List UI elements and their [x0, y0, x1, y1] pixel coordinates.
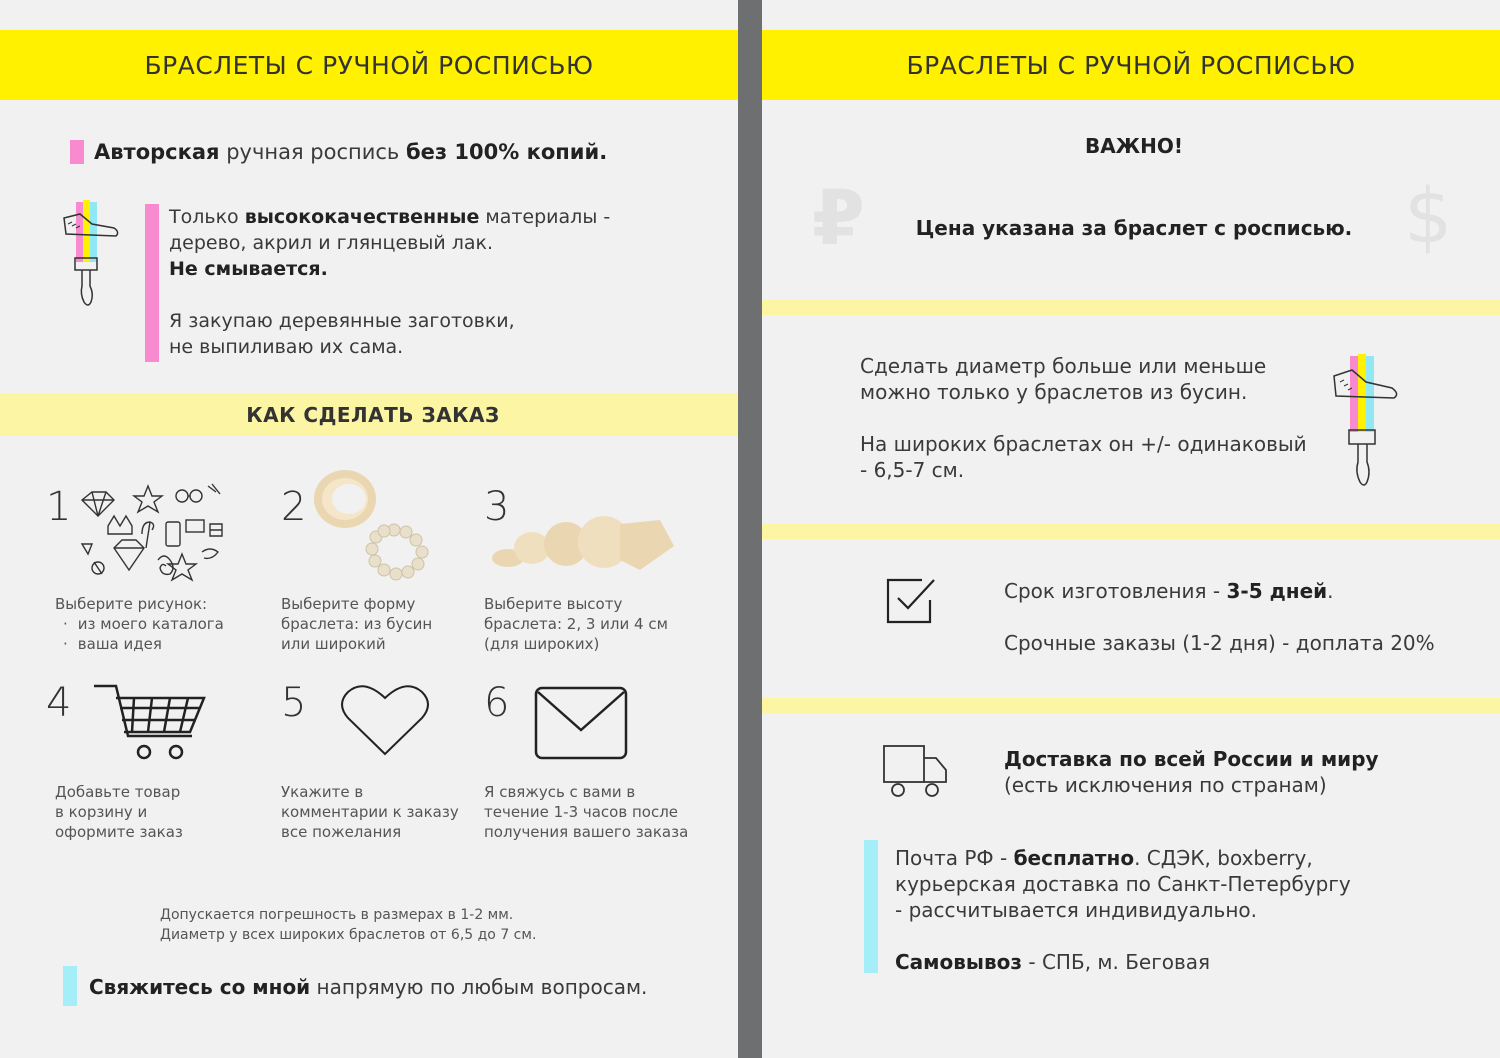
- step-1-line-1: Выберите рисунок:: [55, 595, 208, 613]
- contact-bold: Свяжитесь со мной: [89, 975, 311, 999]
- step-5-number: 5: [281, 680, 307, 726]
- step-6-text: [484, 782, 688, 842]
- sneaker-brush-icon: [58, 198, 122, 310]
- step-4-number: 4: [46, 680, 72, 726]
- step-6-line-2: течение 1-3 часов после: [484, 803, 679, 821]
- step-4-line-1: Добавьте товар: [55, 783, 181, 801]
- step-3-line-1: Выберите высоту: [484, 595, 623, 613]
- diameter-l2: можно только у браслетов из бусин.: [860, 380, 1248, 404]
- diameter-l1: Сделать диаметр больше или меньше: [860, 354, 1267, 378]
- shipping-text: [895, 845, 1351, 975]
- step-2-text: [281, 594, 432, 654]
- materials-l2: дерево, акрил и глянцевый лак.: [169, 232, 494, 254]
- materials-l4: Я закупаю деревянные заготовки,: [169, 310, 515, 332]
- tolerance-l2: Диаметр у всех широких браслетов от 6,5 до 7 см.: [160, 927, 537, 943]
- step-2-line-1: Выберите форму: [281, 595, 416, 613]
- step-4-line-2: в корзину и: [55, 803, 148, 821]
- step-5-line-2: комментарии к заказу: [281, 803, 459, 821]
- production-text: [1004, 578, 1435, 656]
- intro-bold-2: без 100% копий.: [405, 140, 608, 164]
- shipping-l1c: . СДЭК, boxberry,: [1134, 846, 1313, 870]
- ruble-icon: ₽: [812, 173, 865, 262]
- step-2-line-2: браслета: из бусин: [281, 615, 433, 633]
- left-banner-title: БРАСЛЕТЫ С РУЧНОЙ РОСПИСЬЮ: [144, 50, 594, 80]
- heart-icon: [340, 682, 430, 756]
- materials-l1c: материалы -: [479, 206, 611, 228]
- right-banner: [762, 30, 1500, 100]
- intro-bold-1: Авторская: [94, 140, 220, 164]
- step-6-number: 6: [484, 680, 510, 726]
- step-4-line-3: оформите заказ: [55, 823, 183, 841]
- doodles-icon: [78, 482, 224, 582]
- contact-marker: [63, 966, 77, 1006]
- checkbox-icon: [884, 576, 936, 626]
- diameter-l4: - 6,5-7 см.: [860, 458, 965, 482]
- materials-text: [169, 204, 689, 360]
- production-l1b: 3-5 дней: [1226, 579, 1328, 603]
- materials-marker: [145, 204, 159, 362]
- contact-text: [89, 974, 647, 1000]
- left-banner: [0, 30, 738, 100]
- page-divider: [738, 0, 762, 1058]
- truck-icon: [882, 744, 948, 800]
- production-l2: Срочные заказы (1-2 дня) - доплата 20%: [1004, 631, 1435, 655]
- order-heading: КАК СДЕЛАТЬ ЗАКАЗ: [246, 402, 500, 427]
- delivery-title: Доставка по всей России и миру: [1004, 747, 1379, 771]
- step-1-text: [55, 594, 224, 654]
- tolerance-l1: Допускается погрешность в размерах в 1-2 мм.: [160, 907, 514, 923]
- bracelet-heights-icon: [490, 510, 676, 574]
- materials-l1a: Только: [169, 206, 245, 228]
- step-1-number: 1: [46, 484, 72, 530]
- materials-l1b: высококачественные: [244, 206, 480, 228]
- step-1-bullet-1: · из моего каталога: [55, 614, 224, 634]
- shipping-l2: курьерская доставка по Санкт-Петербургу: [895, 872, 1351, 896]
- step-3-line-3: (для широких): [484, 635, 600, 653]
- delivery-sub: (есть исключения по странам): [1004, 773, 1327, 797]
- step-2-line-3: или широкий: [281, 635, 386, 653]
- production-l1c: .: [1327, 579, 1334, 603]
- step-3-text: [484, 594, 668, 654]
- step-1-bullet-2: · ваша идея: [55, 634, 224, 654]
- step-5-line-3: все пожелания: [281, 823, 402, 841]
- diameter-l3: На широких браслетах он +/- одинаковый: [860, 432, 1307, 456]
- step-5-line-1: Укажите в: [281, 783, 364, 801]
- shipping-l4a: Самовывоз: [895, 950, 1023, 974]
- sneaker-brush-icon-right: [1330, 354, 1402, 490]
- shipping-l1a: Почта РФ -: [895, 846, 1014, 870]
- cart-icon: [92, 684, 208, 762]
- step-3-line-2: браслета: 2, 3 или 4 см: [484, 615, 668, 633]
- materials-l5: не выпиливаю их сама.: [169, 336, 404, 358]
- separator-stripe-2: [762, 524, 1500, 539]
- envelope-icon: [534, 686, 628, 760]
- separator-stripe-1: [762, 300, 1500, 315]
- important-heading: ВАЖНО!: [1084, 134, 1184, 158]
- diameter-text: [860, 353, 1307, 483]
- intro-plain: ручная роспись: [219, 140, 406, 164]
- shipping-l1b: бесплатно: [1013, 846, 1135, 870]
- intro-marker: [70, 140, 84, 164]
- intro-text: [94, 139, 607, 165]
- price-note: Цена указана за браслет с росписью.: [915, 216, 1353, 240]
- production-l1a: Срок изготовления -: [1004, 579, 1227, 603]
- step-5-text: [281, 782, 459, 842]
- separator-stripe-3: [762, 698, 1500, 713]
- step-2-number: 2: [281, 484, 307, 530]
- right-banner-title: БРАСЛЕТЫ С РУЧНОЙ РОСПИСЬЮ: [906, 50, 1356, 80]
- dollar-icon: $: [1404, 171, 1453, 260]
- shipping-l3: - рассчитывается индивидуально.: [895, 898, 1258, 922]
- delivery-text: [1004, 746, 1379, 798]
- step-4-text: [55, 782, 183, 842]
- bracelet-shapes-icon: [312, 468, 432, 584]
- contact-rest: напрямую по любым вопросам.: [310, 975, 648, 999]
- shipping-l4b: - СПБ, м. Беговая: [1022, 950, 1211, 974]
- materials-l3: Не смывается.: [169, 258, 328, 280]
- tolerance-note: [160, 905, 536, 945]
- step-3-number: 3: [484, 484, 510, 530]
- step-6-line-1: Я свяжусь с вами в: [484, 783, 636, 801]
- shipping-marker: [864, 840, 878, 973]
- step-6-line-3: получения вашего заказа: [484, 823, 689, 841]
- order-heading-stripe: [0, 393, 738, 436]
